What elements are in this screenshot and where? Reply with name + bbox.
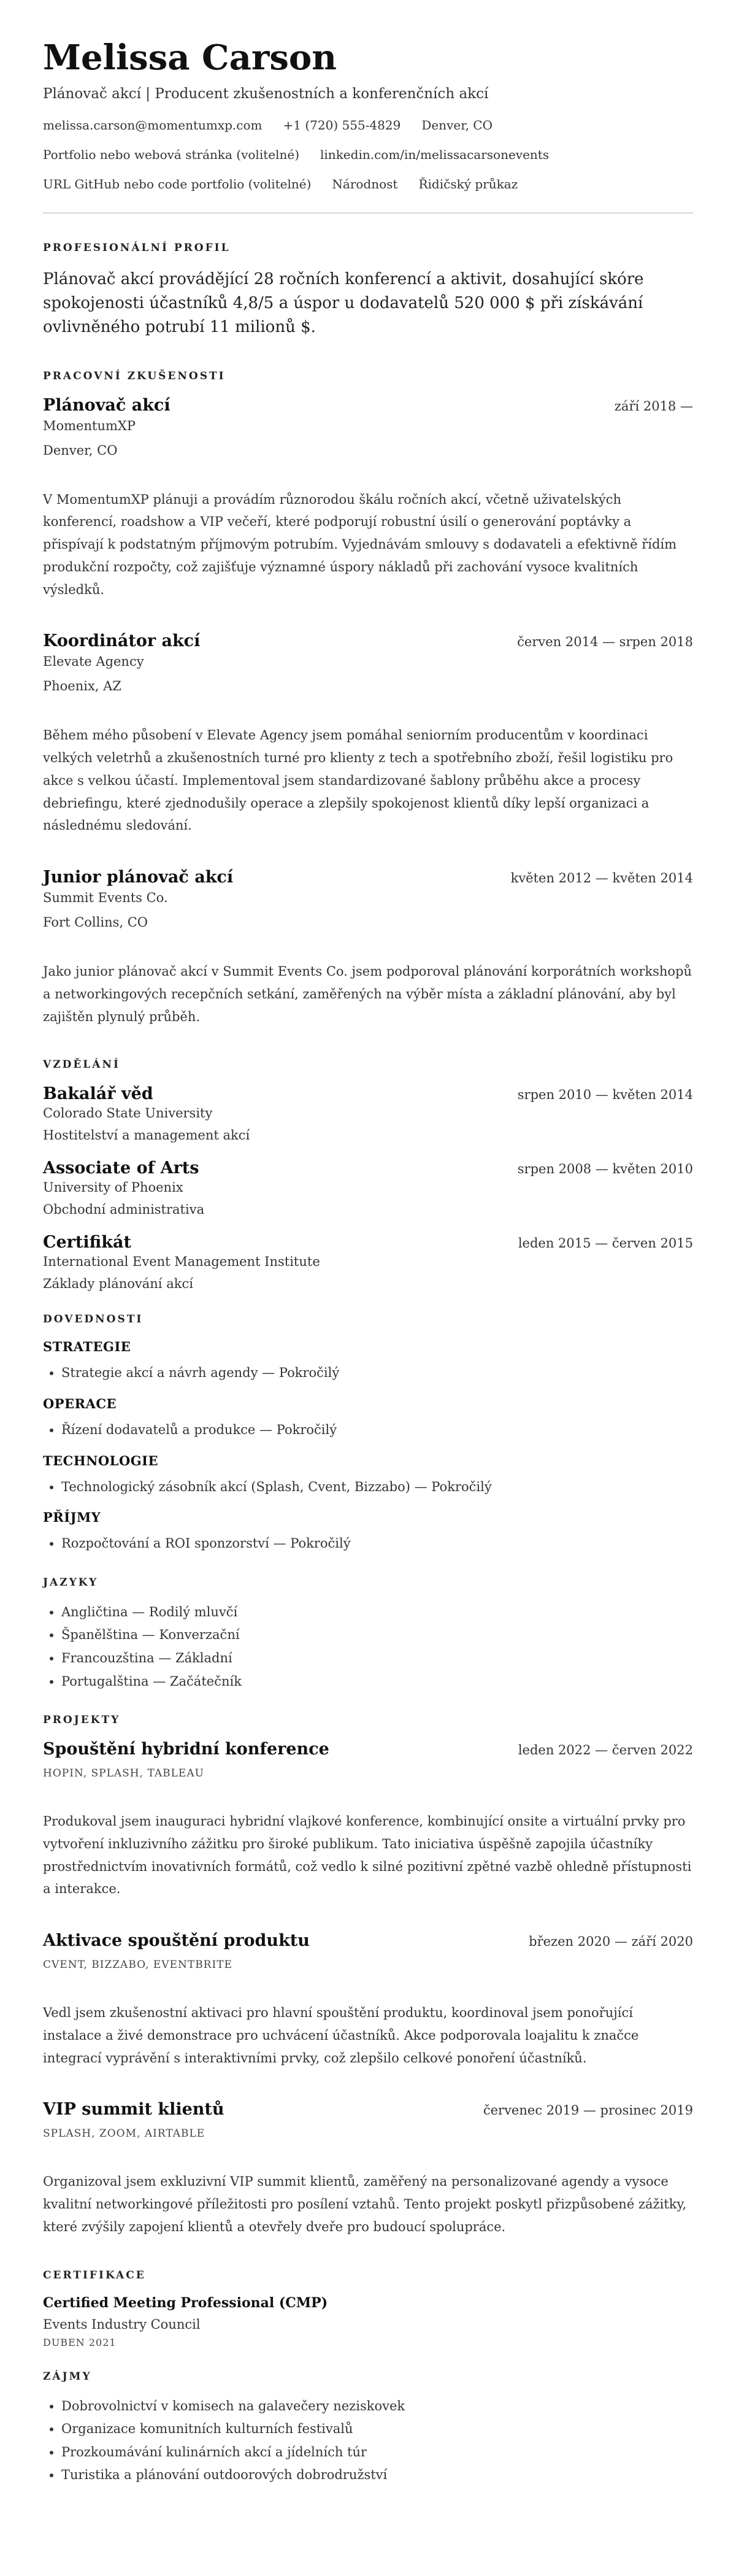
education-item <box>43 1159 693 1217</box>
skill-item: • Strategie akcí a návrh agendy — Pokročilý <box>61 1363 693 1384</box>
email-link[interactable]: melissa.carson@momentumxp.com <box>43 117 263 133</box>
project-date: leden 2022 — červen 2022 <box>518 1743 693 1758</box>
job-description: Během mého působení v Elevate Agency jsem pomáhal seniorním producentům v koordinaci velkých veletrhů a zkušenostních turné pro klienty z tech a spotřebního zboží, řešil logistiku pro akce s velkou účastí. Implementoval jsem standardizované šablony průběhu akce a procesy debriefingu, které zjednodušily operace a zlepšily spokojenost klientů díky lepší organizaci a následnému sledování. <box>43 728 673 833</box>
project-item <box>43 1740 693 1900</box>
location-text: Denver, CO <box>421 117 493 133</box>
job-description: Jako junior plánovač akcí v Summit Events Co. jsem podporoval plánování korporátních workshopů a networkingových recepčních setkání, zaměřených na výběr místa a základní plánování, aby byl zajištěn plynulý průběh. <box>43 964 692 1024</box>
job-role: Koordinátor akcí <box>43 631 201 651</box>
contact-row-3 <box>43 177 693 191</box>
language-item: • Španělština — Konverzační <box>61 1625 693 1646</box>
projects-title: PROJEKTY <box>43 1714 121 1727</box>
job-location: Phoenix, AZ <box>43 679 121 694</box>
job-company: Summit Events Co. <box>43 890 168 906</box>
interest-item: • Turistika a plánování outdoorových dobrodružství <box>61 2465 693 2486</box>
certifications-title: CERTIFIKACE <box>43 2269 146 2281</box>
skill-item: • Řízení dodavatelů a produkce — Pokročilý <box>61 1420 693 1441</box>
project-date: březen 2020 — září 2020 <box>529 1934 693 1949</box>
skills-section <box>43 1313 693 1554</box>
candidate-name: Melissa Carson <box>43 37 337 78</box>
experience-item <box>43 396 693 601</box>
degree-date: leden 2015 — červen 2015 <box>518 1236 693 1251</box>
profile-title: PROFESIONÁLNÍ PROFIL <box>43 241 231 254</box>
language-list <box>43 1602 693 1692</box>
degree-field: Hostitelství a management akcí <box>43 1128 250 1143</box>
projects-section <box>43 1714 693 2239</box>
certification-name: Certified Meeting Professional (CMP) <box>43 2294 328 2311</box>
degree-date: srpen 2008 — květen 2010 <box>517 1162 693 1177</box>
job-location: Fort Collins, CO <box>43 915 148 930</box>
job-location: Denver, CO <box>43 442 118 458</box>
linkedin-link[interactable]: linkedin.com/in/melissacarsonevents <box>320 147 550 162</box>
language-item: • Portugalština — Začátečník <box>61 1672 693 1692</box>
interest-list <box>43 2396 693 2486</box>
school-name: Colorado State University <box>43 1106 213 1121</box>
job-role: Plánovač akcí <box>43 395 171 415</box>
nationality-label: Národnost <box>332 176 398 191</box>
project-tags: HOPIN, SPLASH, TABLEAU <box>43 1767 204 1780</box>
phone-number[interactable]: +1 (720) 555-4829 <box>283 117 401 133</box>
degree-field: Základy plánování akcí <box>43 1276 193 1292</box>
project-item <box>43 2100 693 2238</box>
skill-category: TECHNOLOGIE <box>43 1452 158 1468</box>
profile-text: Plánovač akcí provádějící 28 ročních konferencí a aktivit, dosahující skóre spokojenosti účastníků 4,8/5 a úspor u dodavatelů 520 000 $ při získávání ovlivněného potrubí 11 milionů $. <box>43 269 644 336</box>
skill-category: OPERACE <box>43 1395 117 1411</box>
interests-section <box>43 2370 693 2486</box>
project-item <box>43 1931 693 2069</box>
license-label: Řidičský průkaz <box>418 176 518 191</box>
language-item: • Angličtina — Rodilý mluvčí <box>61 1602 693 1623</box>
job-date: červen 2014 — srpen 2018 <box>517 634 693 650</box>
languages-section <box>43 1576 693 1692</box>
skill-list <box>43 1363 693 1384</box>
profile-section <box>43 242 693 339</box>
job-role: Junior plánovač akcí <box>43 868 234 887</box>
interest-item: • Prozkoumávání kulinárních akcí a jídelních túr <box>61 2442 693 2463</box>
job-date: září 2018 — <box>614 398 693 414</box>
headline: Plánovač akcí | Producent zkušenostních a konferenčních akcí <box>43 85 489 102</box>
interest-item: • Organizace komunitních kulturních festivalů <box>61 2419 693 2440</box>
project-date: červenec 2019 — prosinec 2019 <box>483 2103 693 2118</box>
school-name: University of Phoenix <box>43 1180 183 1195</box>
project-description: Produkoval jsem inauguraci hybridní vlajkové konference, kombinující onsite a virtuální prvky pro vytvoření inkluzivního zážitku pro široké publikum. Tato iniciativa úspěšně zapojila účastníky prostřednictvím inovativních formátů, což vedlo k silné pozitivní zpětné vazbě ohledně přístupnosti a interakce. <box>43 1814 692 1897</box>
project-tags: CVENT, BIZZABO, EVENTBRITE <box>43 1959 232 1972</box>
job-company: MomentumXP <box>43 418 136 433</box>
experience-title: PRACOVNÍ ZKUŠENOSTI <box>43 369 226 382</box>
portfolio-label: Portfolio nebo webová stránka (volitelné) <box>43 147 300 162</box>
job-date: květen 2012 — květen 2014 <box>510 871 693 886</box>
experience-item <box>43 868 693 1028</box>
project-name: Aktivace spouštění produktu <box>43 1931 310 1951</box>
education-item <box>43 1084 693 1143</box>
degree-field: Obchodní administrativa <box>43 1202 205 1217</box>
project-tags: SPLASH, ZOOM, AIRTABLE <box>43 2127 205 2140</box>
experience-item <box>43 631 693 837</box>
project-name: Spouštění hybridní konference <box>43 1740 329 1759</box>
education-title: VZDĚLÁNÍ <box>43 1059 120 1071</box>
language-item: • Francouzština — Základní <box>61 1648 693 1669</box>
skill-item: • Rozpočtování a ROI sponzorství — Pokročilý <box>61 1533 693 1554</box>
job-description: V MomentumXP plánuji a provádím různorodou škálu ročních akcí, včetně uživatelských konferencí, roadshow a VIP večeří, které podporují robustní úsilí o generování poptávky a přispívají k podstatným příjmovým potrubím. Vyjednávám smlouvy s dodavateli a efektivně řídím produkční rozpočty, což zajišťuje významné úspory nákladů při zachování vysoce kvalitních výsledků. <box>43 492 677 597</box>
certification-issuer: Events Industry Council <box>43 2316 201 2332</box>
project-description: Organizoval jsem exkluzivní VIP summit klientů, zaměřený na personalizované agendy a vysoce kvalitní networkingové příležitosti pro posílení vztahů. Tento projekt poskytl přizpůsobené zážitky, které zvýšily zapojení klientů a otevřely dveře pro budoucí spolupráce. <box>43 2174 687 2234</box>
contact-row-1 <box>43 118 693 133</box>
education-section <box>43 1059 693 1291</box>
project-description: Vedl jsem zkušenostní aktivaci pro hlavní spouštění produktu, koordinoval jsem ponořující instalace a živé demonstrace pro uchvácení účastníků. Akce podporovala loajalitu k značce integrací vyprávění s interaktivními prvky, což zlepšilo celkové ponoření účastníků. <box>43 2005 639 2065</box>
languages-title: JAZYKY <box>43 1576 99 1589</box>
degree-name: Associate of Arts <box>43 1159 199 1178</box>
experience-section <box>43 370 693 1028</box>
skill-category: PŘÍJMY <box>43 1510 101 1525</box>
skill-list <box>43 1420 693 1441</box>
contact-row-2 <box>43 147 693 162</box>
degree-date: srpen 2010 — květen 2014 <box>517 1087 693 1103</box>
interests-title: ZÁJMY <box>43 2370 92 2383</box>
certifications-section <box>43 2269 693 2348</box>
degree-name: Certifikát <box>43 1233 131 1252</box>
skill-list <box>43 1533 693 1554</box>
skill-item: • Technologický zásobník akcí (Splash, Cvent, Bizzabo) — Pokročilý <box>61 1477 693 1498</box>
skill-category: STRATEGIE <box>43 1339 131 1355</box>
skills-title: DOVEDNOSTI <box>43 1313 144 1326</box>
job-company: Elevate Agency <box>43 654 144 669</box>
skill-list <box>43 1477 693 1498</box>
certification-item <box>43 2295 693 2348</box>
certification-date: DUBEN 2021 <box>43 2336 117 2348</box>
interest-item: • Dobrovolnictví v komisech na galavečery neziskovek <box>61 2396 693 2417</box>
school-name: International Event Management Institute <box>43 1254 320 1270</box>
header-divider <box>43 212 693 214</box>
education-item <box>43 1233 693 1291</box>
project-name: VIP summit klientů <box>43 2100 224 2119</box>
github-label: URL GitHub nebo code portfolio (volitelné) <box>43 176 312 191</box>
degree-name: Bakalář věd <box>43 1084 153 1104</box>
